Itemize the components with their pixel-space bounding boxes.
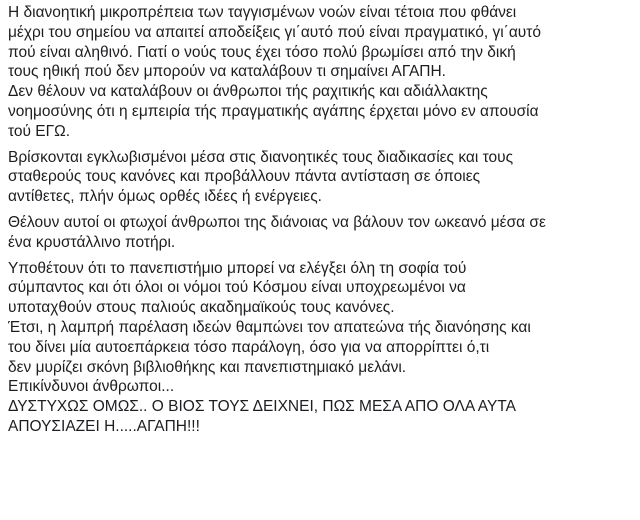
paragraph-1 [8, 3, 632, 142]
text-line: τού ΕΓΩ. [8, 122, 71, 140]
paragraph-4 [8, 259, 632, 437]
text-line: Υποθέτουν ότι το πανεπιστήμιο μπορεί να ελέγξει όλη τη σοφία τού [8, 259, 467, 277]
text-line: σύμπαντος και ότι όλοι οι νόμοι τού Κόσμου είναι υποχρεωμένοι να [8, 279, 466, 297]
text-line: Η διανοητική μικροπρέπεια των ταγγισμένων νοών είναι τέτοια που φθάνει [8, 4, 517, 21]
paragraph-2 [8, 148, 632, 207]
text-line: νοημοσύνης ότι η εμπειρία τής πραγματικής αγάπης έρχεται μόνο εν απουσία [8, 102, 539, 120]
text-line: Θέλουν αυτοί οι φτωχοί άνθρωποι της διάνοιας να βάλουν τον ωκεανό μέσα σε [8, 213, 546, 231]
paragraph-3 [8, 213, 632, 253]
text-line: μέχρι του σημείου να απαιτεί αποδείξεις γι΄αυτό πού είναι πραγματικό, γι΄αυτό [8, 23, 542, 41]
text-line: πού είναι αληθινό. Γιατί ο νούς τους έχει τόσο πολύ βρωμίσει από την δική [8, 43, 516, 61]
text-line: δεν μυρίζει σκόνη βιβλιοθήκης και πανεπιστημιακό μελάνι. [8, 358, 407, 376]
text-line: ένα κρυστάλλινο ποτήρι. [8, 233, 176, 251]
text-line: ΑΠΟΥΣΙΑΖΕΙ Η.....ΑΓΑΠΗ!!! [8, 417, 200, 435]
text-line: Βρίσκονται εγκλωβισμένοι μέσα στις διανοητικές τους διαδικασίες και τους [8, 148, 514, 166]
text-line: ΔΥΣΤΥΧΩΣ ΟΜΩΣ.. Ο ΒΙΟΣ ΤΟΥΣ ΔΕΙΧΝΕΙ, ΠΩΣ ΜΕΣΑ ΑΠΟ ΟΛΑ ΑΥΤΑ [8, 398, 516, 416]
text-line: τους ηθική πού δεν μπορούν να καταλάβουν τι σημαίνει ΑΓΑΠΗ. [8, 63, 446, 81]
text-line: αντίθετες, πλήν όμως ορθές ιδέες ή ενέργειες. [8, 188, 322, 206]
text-line: υποταχθούν στους παλιούς ακαδημαϊκούς τους κανόνες. [8, 299, 395, 317]
text-line: Δεν θέλουν να καταλάβουν οι άνθρωποι τής ραχιτικής και αδιάλλακτης [8, 83, 488, 101]
text-line: Επικίνδυνοι άνθρωποι... [8, 378, 175, 396]
text-line: του δίνει μία αυτοεπάρκεια τόσο παράλογη, όσο για να απορρίπτει ό,τι [8, 338, 490, 356]
text-line: Έτσι, η λαμπρή παρέλαση ιδεών θαμπώνει τον απατεώνα τής διανόησης και [8, 318, 531, 336]
text-line: σταθερούς τους κανόνες και προβάλλουν πάντα αντίσταση σε όποιες [8, 168, 481, 186]
